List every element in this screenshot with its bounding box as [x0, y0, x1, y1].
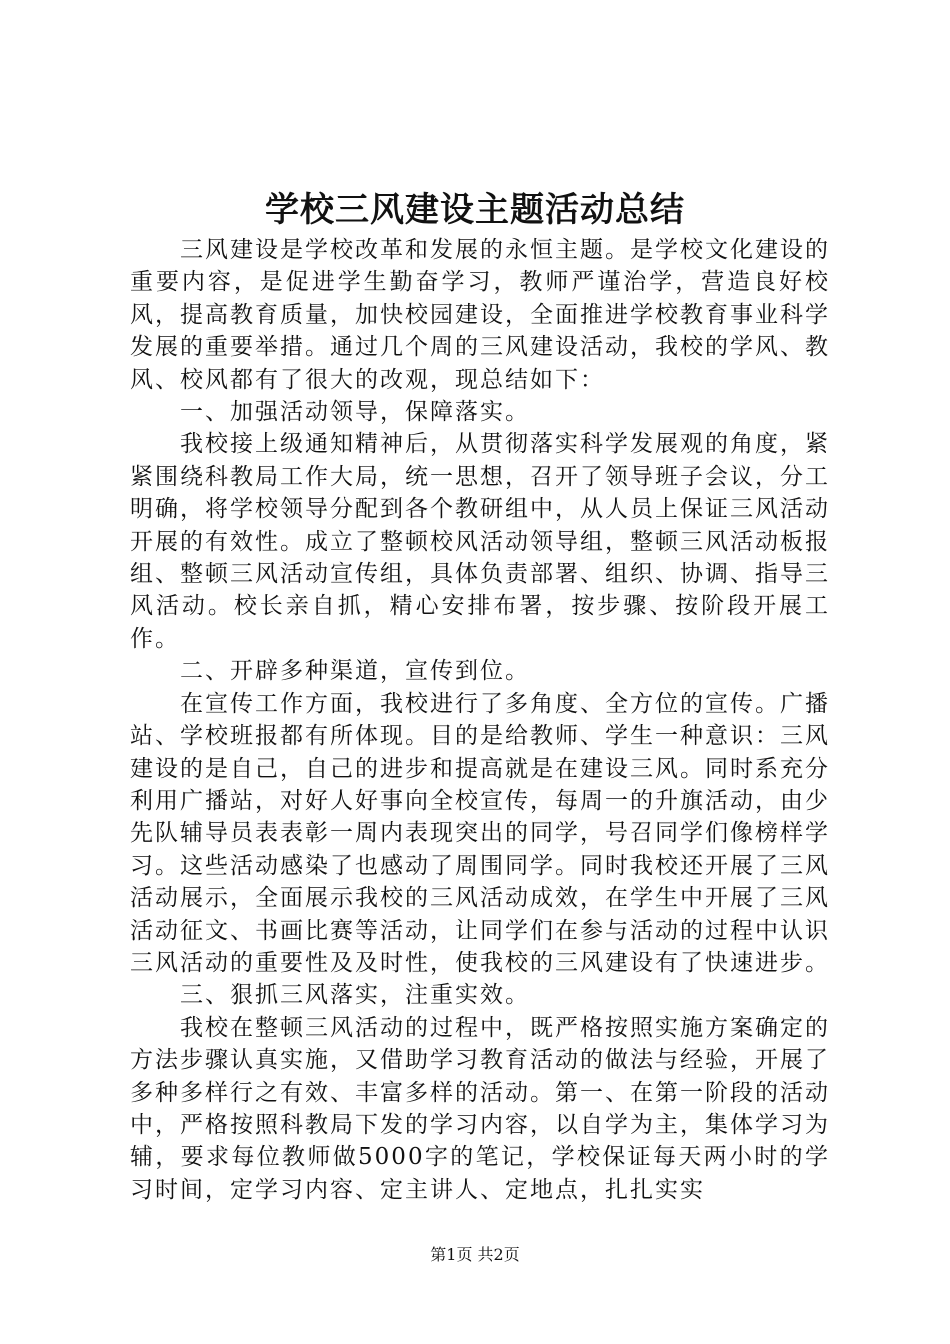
body-paragraph: 三风建设是学校改革和发展的永恒主题。是学校文化建设的重要内容，是促进学生勤奋学习，教师严谨治学，营造良好校风，提高教育质量，加快校园建设，全面推进学校教育事业科学发展的重要举措。通过几个周的三风建设活动，我校的学风、教风、校风都有了很大的改观，现总结如下：: [130, 237, 830, 393]
section-heading: 二、开辟多种渠道，宣传到位。: [180, 658, 530, 685]
section-heading: 三、狠抓三风落实，注重实效。: [180, 982, 530, 1009]
section-heading: 一、加强活动领导，保障落实。: [180, 399, 530, 426]
document-body: [130, 234, 830, 1206]
body-paragraph: 我校接上级通知精神后，从贯彻落实科学发展观的角度，紧紧围绕科教局工作大局，统一思想，召开了领导班子会议，分工明确，将学校领导分配到各个教研组中，从人员上保证三风活动开展的有效性。成立了整顿校风活动领导组，整顿三风活动板报组、整顿三风活动宣传组，具体负责部署、组织、协调、指导三风活动。校长亲自抓，精心安排布署，按步骤、按阶段开展工作。: [130, 431, 830, 652]
body-paragraph: 我校在整顿三风活动的过程中，既严格按照实施方案确定的方法步骤认真实施，又借助学习教育活动的做法与经验，开展了多种多样行之有效、丰富多样的活动。第一、在第一阶段的活动中，严格按照科教局下发的学习内容，以自学为主，集体学习为辅，要求每位教师做5000字的笔记，学校保证每天两小时的学习时间，定学习内容、定主讲人、定地点，扎扎实实: [130, 1014, 830, 1203]
page-footer: 第1页 共2页: [430, 1245, 520, 1264]
body-paragraph: 在宣传工作方面，我校进行了多角度、全方位的宣传。广播站、学校班报都有所体现。目的是给教师、学生一种意识：三风建设的是自己，自己的进步和提高就是在建设三风。同时系充分利用广播站，对好人好事向全校宣传，每周一的升旗活动，由少先队辅导员表表彰一周内表现突出的同学，号召同学们像榜样学习。这些活动感染了也感动了周围同学。同时我校还开展了三风活动展示，全面展示我校的三风活动成效，在学生中开展了三风活动征文、书画比赛等活动，让同学们在参与活动的过程中认识三风活动的重要性及及时性，使我校的三风建设有了快速进步。: [130, 690, 830, 976]
document-title: 学校三风建设主题活动总结: [265, 190, 685, 230]
